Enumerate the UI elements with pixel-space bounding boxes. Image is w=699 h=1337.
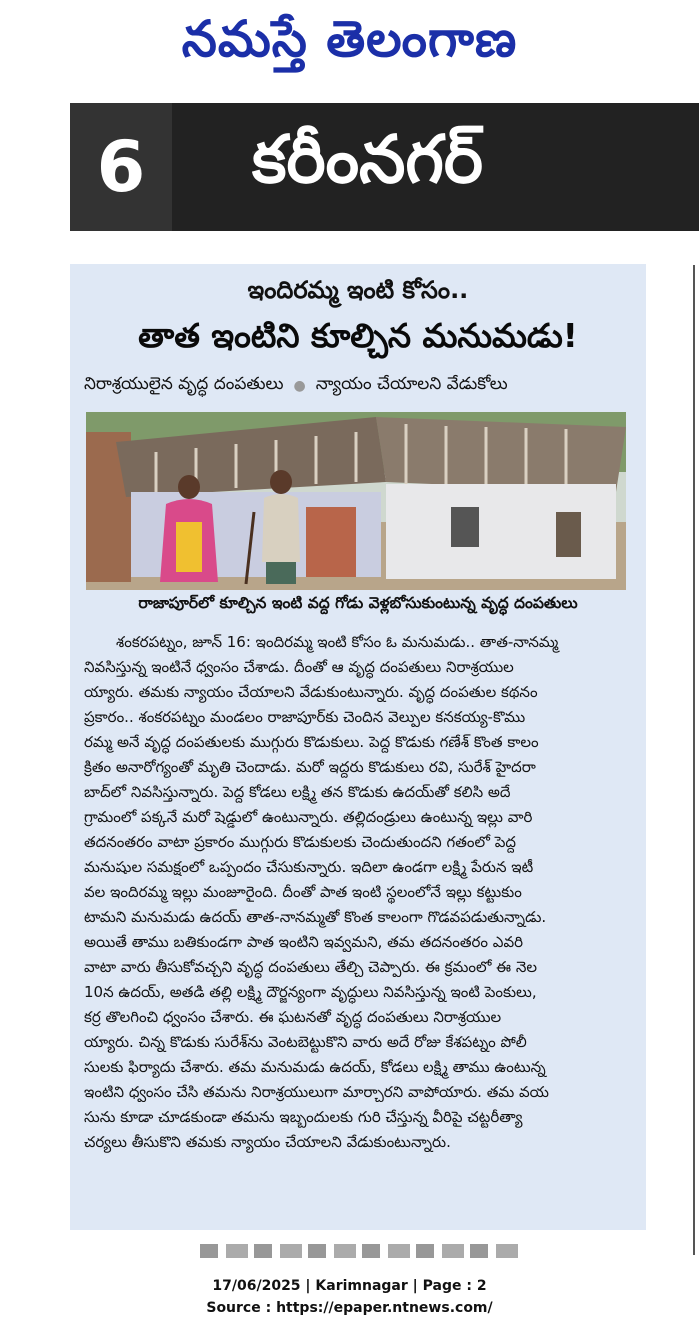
body-line: వాటా వారు తీసుకోవచ్చని వృద్ధ దంపతులు తేల్చి చెప్పారు. ఈ క్రమంలో ఈ నెల [84, 958, 537, 976]
news-article [70, 264, 646, 1230]
column-divider [693, 265, 695, 1255]
body-line: య్యారు. తమకు న్యాయం చేయాలని వేడుకుంటున్నారు. వృద్ధ దంపతుల కథనం [84, 683, 538, 701]
body-line: నివసిస్తున్న ఇంటినే ధ్వంసం చేశాడు. దీంతో ఆ వృద్ధ దంపతులు నిరాశ్రయుల [84, 658, 514, 676]
body-line: సులకు ఫిర్యాదు చేశారు. తమ మనుమడు ఉదయ్, కోడలు లక్ష్మి తాము ఉంటున్న [84, 1058, 546, 1076]
body-line: తదనంతరం వాటా ప్రకారం ముగ్గురు కొడుకులకు చెందుతుందని గతంలో పెద్ద [84, 833, 516, 851]
body-line: వల ఇందిరమ్మ ఇల్లు మంజూరైంది. దీంతో పాత ఇంటి స్థలంలోనే ఇల్లు కట్టుకుం [84, 883, 522, 901]
cropped-next-headline [200, 1244, 520, 1258]
subdeck-left: నిరాశ్రయులైన వృద్ధ దంపతులు [84, 374, 284, 394]
body-line: య్యారు. చిన్న కొడుకు సురేశ్‌ను వెంటబెట్టుకొని వారు అదే రోజు కేశపట్నం పోలీ [84, 1033, 527, 1051]
bullet-separator: ● [293, 378, 306, 394]
body-line: శంకరపట్నం, జూన్ 16: ఇందిరమ్మ ఇంటి కోసం ఓ మనుమడు.. తాత-నానమ్మ [116, 633, 559, 651]
section-title: కరీంనగర్ [252, 120, 483, 198]
body-line: గ్రామంలో పక్కనే మరో షెడ్డులో ఉంటున్నారు. తల్లిదండ్రులు ఉంటున్న ఇల్లు వారి [84, 808, 533, 826]
article-kicker: ఇందిరమ్మ ఇంటి కోసం.. [247, 276, 469, 304]
article-subdecks [84, 374, 632, 398]
subdeck-right: న్యాయం చేయాలని వేడుకోలు [315, 374, 508, 394]
body-line: బాద్‌లో నివసిస్తున్నారు. పెద్ద కోడలు లక్ష్మి తన కొడుకు ఉదయ్‌తో కలిసి అదే [84, 783, 511, 801]
body-line: సును కూడా చూడకుండా తమను ఇబ్బందులకు గురి చేస్తున్న వీరిపై చట్టరీత్యా [84, 1108, 523, 1126]
article-body [84, 630, 632, 1155]
article-photo [86, 412, 626, 590]
body-line: మనుషుల సమక్షంలో ఒప్పందం చేసుకున్నారు. ఇదిలా ఉండగా లక్ష్మి పేరున ఇటీ [84, 858, 534, 876]
body-line: చర్యలు తీసుకొని తమకు న్యాయం చేయాలని వేడుకుంటున్నారు. [84, 1133, 451, 1151]
body-line: టామని మనుమడు ఉదయ్ తాత-నానమ్మతో కొంత కాలంగా గొడవపడుతున్నాడు. [84, 908, 547, 926]
footer-source: Source : https://epaper.ntnews.com/ [206, 1300, 493, 1316]
body-line: రమ్మ అనే వృద్ధ దంపతులకు ముగ్గురు కొడుకులు. పెద్ద కొడుకు గణేశ్ కొంత కాలం [84, 733, 539, 751]
body-line: ఇంటిని ధ్వంసం చేసి తమను నిరాశ్రయులుగా మార్చారని వాపోయారు. తమ వయ [84, 1083, 549, 1101]
newspaper-logo: నమస్తే తెలంగాణ [181, 9, 518, 68]
body-line: అయితే తాము బతికుండగా పాత ఇంటిని ఇవ్వమని, తమ తదనంతరం ఎవరి [84, 933, 524, 951]
footer-edition-info: 17/06/2025 | Karimnagar | Page : 2 [212, 1278, 487, 1294]
section-header-bar [70, 103, 699, 231]
body-line: క్రితం అనారోగ్యంతో మృతి చెందాడు. మరో ఇద్దరు కొడుకులు రవి, సురేశ్ హైదరా [84, 758, 536, 776]
article-headline: తాత ఇంటిని కూల్చిన మనుమడు! [138, 316, 578, 355]
photo-caption: రాజాపూర్‌లో కూల్చిన ఇంటి వద్ద గోడు వెళ్లబోసుకుంటున్న వృద్ధ దంపతులు [138, 594, 578, 612]
body-line: 10న ఉదయ్, అతడి తల్లి లక్ష్మి దౌర్జన్యంగా వృద్ధులు నివసిస్తున్న ఇంటి పెంకులు, [84, 983, 537, 1001]
page-footer [0, 1275, 699, 1319]
body-line: కర్ర తొలగించి ధ్వంసం చేశారు. ఈ ఘటనతో వృద్ధ దంపతులు నిరాశ్రయుల [84, 1008, 502, 1026]
body-line: ప్రకారం.. శంకరపట్నం మండలం రాజాపూర్‌కు చెందిన వెల్పుల కనకయ్య-కొము [84, 708, 526, 726]
page-number: 6 [70, 103, 172, 231]
masthead [0, 0, 699, 90]
